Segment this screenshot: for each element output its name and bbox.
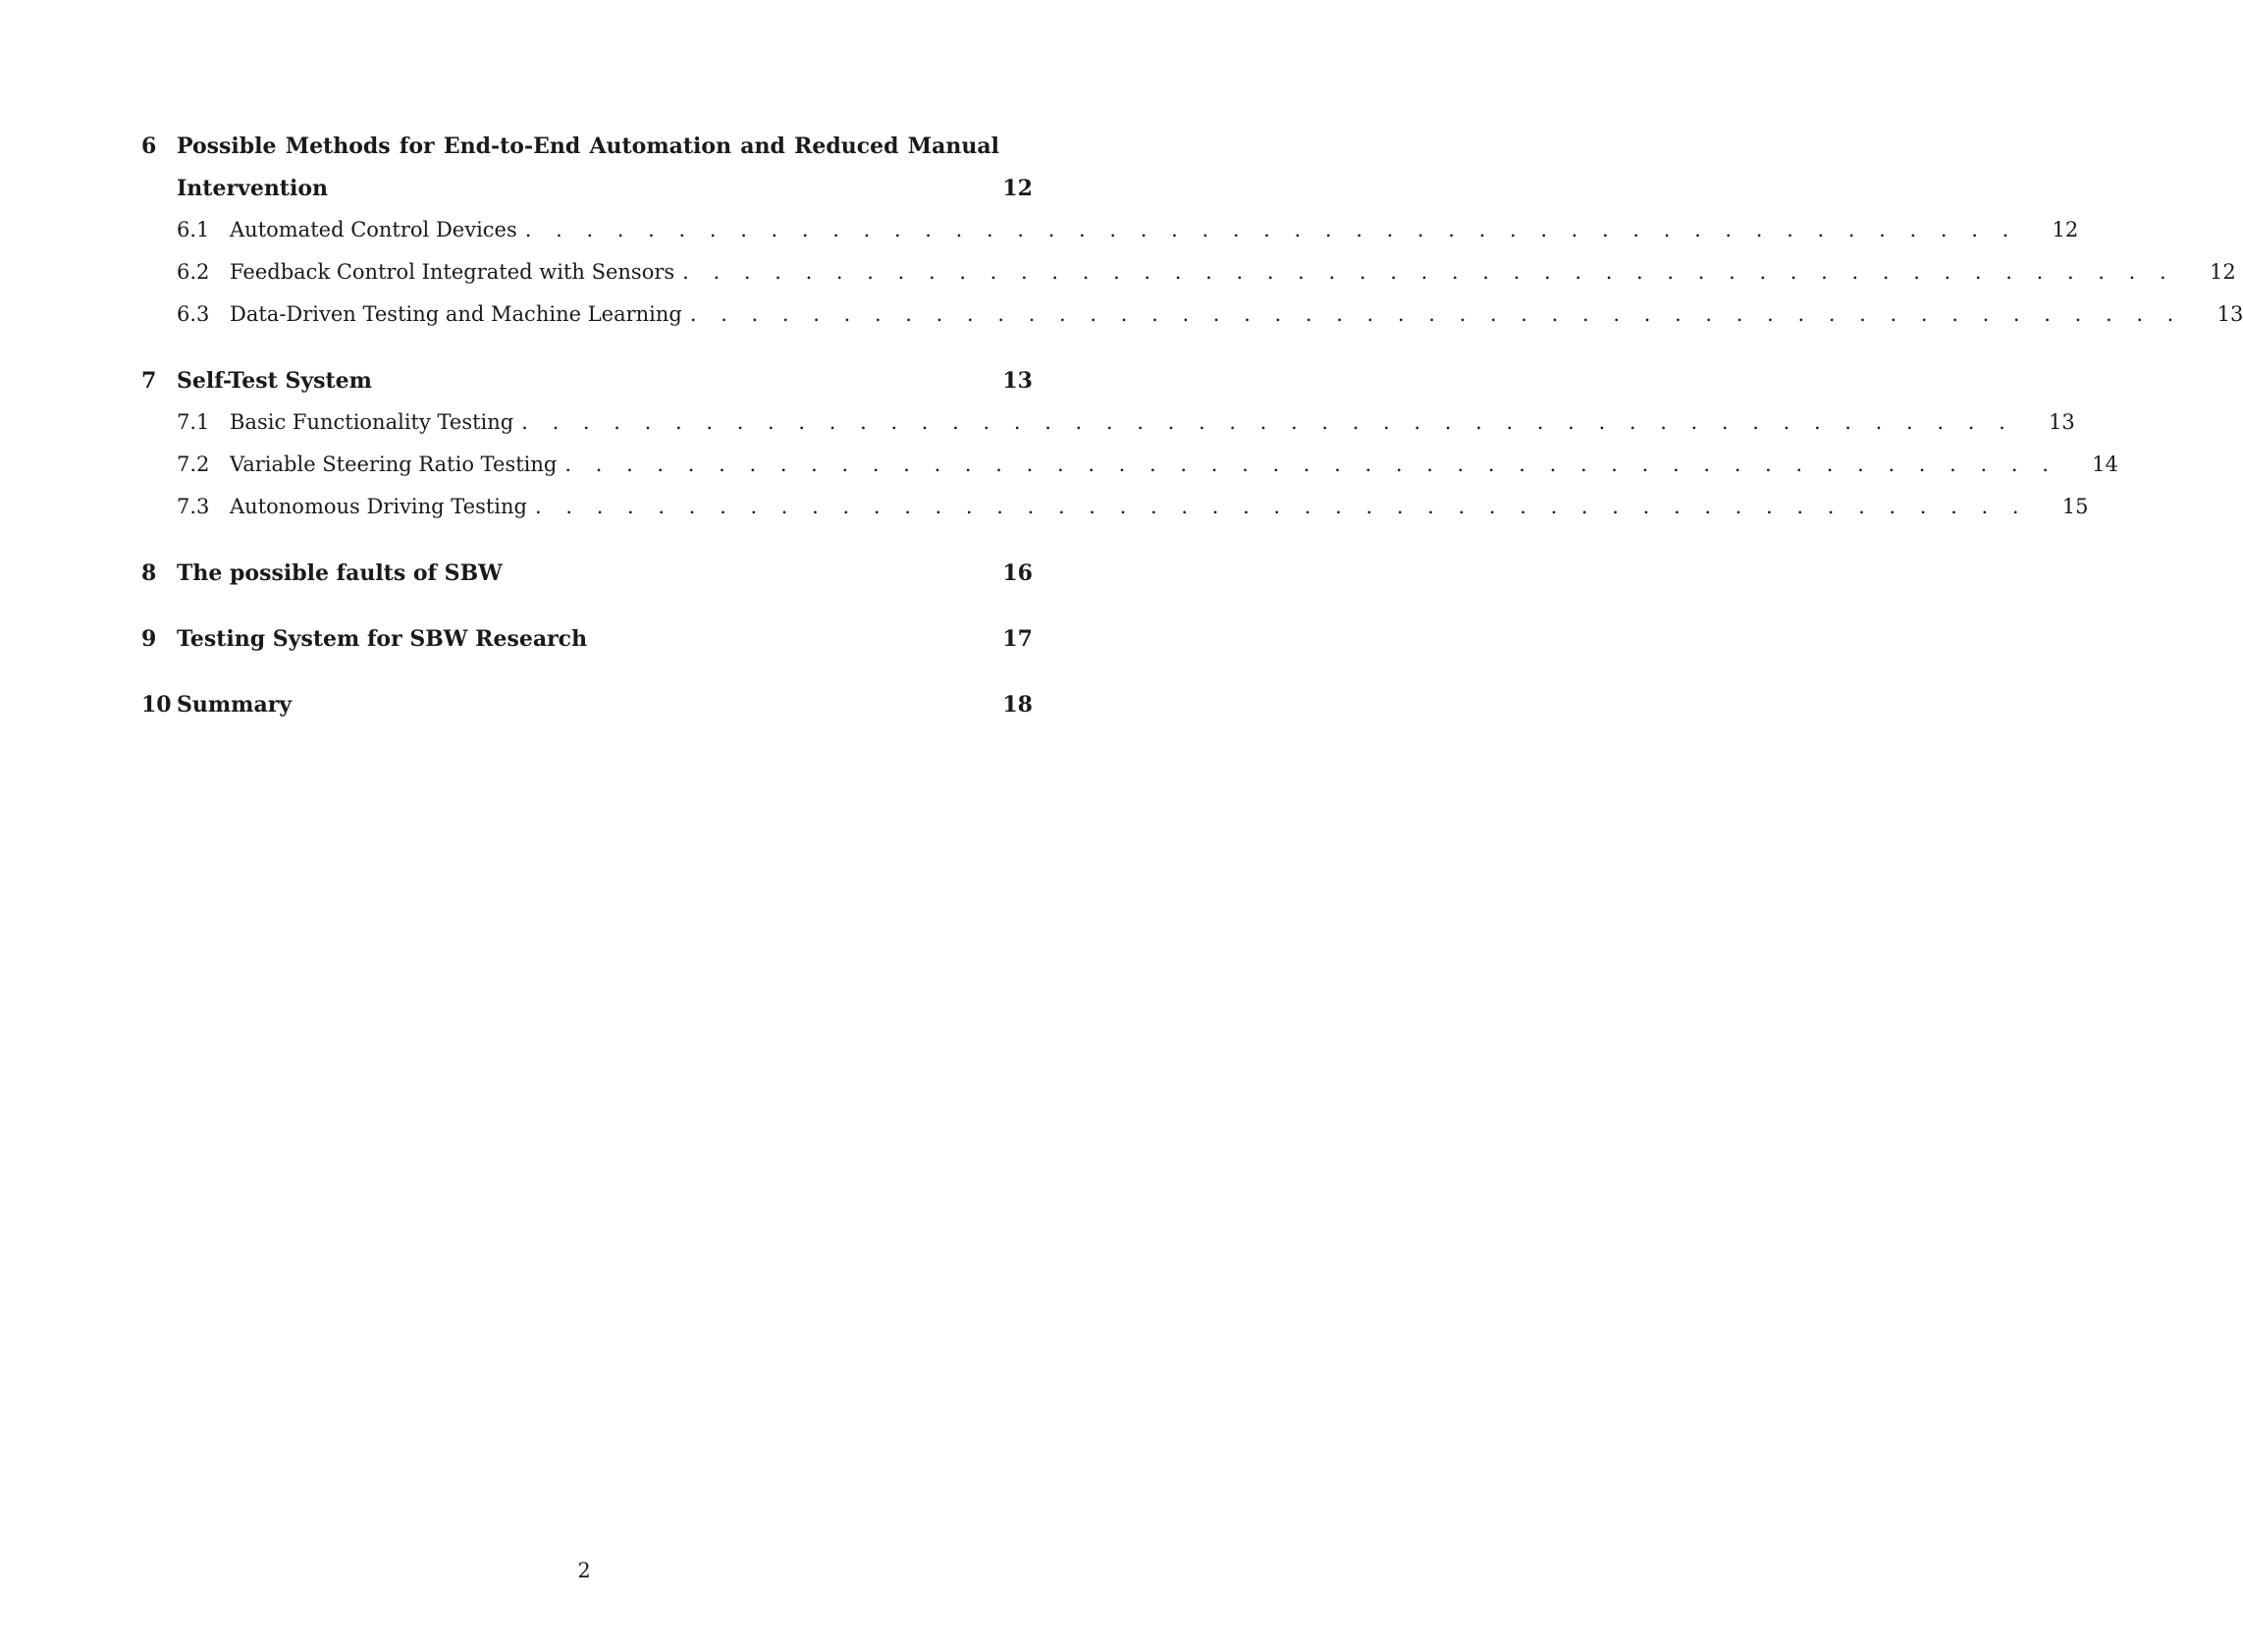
- toc-page-number: 15: [2061, 495, 2089, 518]
- toc-section-number: 7: [141, 368, 157, 394]
- toc-subsection-6-2[interactable]: [141, 260, 2236, 302]
- toc-page-number: 13: [1002, 368, 1033, 394]
- toc-subsection-title: Automated Control Devices: [230, 218, 517, 241]
- toc-subsection-number: 7.1: [177, 410, 210, 434]
- toc-section-number: 6: [141, 133, 157, 159]
- toc-page-number: 14: [2092, 453, 2118, 476]
- toc-subsection-title: Feedback Control Integrated with Sensors: [230, 260, 675, 284]
- toc-page-number: 17: [1002, 626, 1033, 652]
- toc-page-number: 12: [2209, 260, 2236, 284]
- toc-section-number: 8: [141, 560, 157, 586]
- toc-spacer: [141, 603, 1033, 626]
- toc-leader-dots: . . . . . . . . . . . . . . . . . . . . . . . . . . . . . . . . . . . . . . . . . . . . . . . . .: [535, 495, 2028, 518]
- toc-section-7[interactable]: [141, 368, 1033, 410]
- toc-subsection-6-1[interactable]: [141, 218, 2079, 260]
- toc-leader-dots: . . . . . . . . . . . . . . . . . . . . . . . . . . . . . . . . . . . . . . . . . . . . . . . . .: [564, 453, 2057, 476]
- toc-subsection-number: 6.2: [177, 260, 210, 284]
- toc-section-6[interactable]: [141, 133, 1033, 176]
- toc-leader-dots: . . . . . . . . . . . . . . . . . . . . . . . . . . . . . . . . . . . . . . . . . . . . . . . . .: [524, 218, 2018, 241]
- toc-leader-dots: . . . . . . . . . . . . . . . . . . . . . . . . . . . . . . . . . . . . . . . . . . . . . . . . .: [521, 410, 2014, 434]
- toc-section-8[interactable]: [141, 560, 1033, 603]
- toc-subsection-number: 6.3: [177, 302, 210, 326]
- page-number: 2: [577, 1559, 591, 1582]
- toc-section-10[interactable]: [141, 692, 1033, 734]
- toc-page-number: 18: [1002, 692, 1033, 718]
- toc-spacer: [141, 345, 1033, 368]
- toc-page-number: 13: [2049, 410, 2075, 434]
- toc-section-number: 9: [141, 626, 157, 652]
- toc-page-number: 12: [2052, 218, 2079, 241]
- toc-section-number: 10: [141, 692, 172, 718]
- toc-subsection-7-1[interactable]: [141, 410, 2075, 453]
- toc-subsection-number: 7.2: [177, 453, 210, 476]
- toc-subsection-title: Basic Functionality Testing: [230, 410, 514, 434]
- toc-section-title-continued: Intervention: [177, 176, 328, 201]
- toc-subsection-title: Autonomous Driving Testing: [230, 495, 527, 518]
- toc-leader-dots: . . . . . . . . . . . . . . . . . . . . . . . . . . . . . . . . . . . . . . . . . . . . . . . . .: [689, 302, 2183, 326]
- toc-section-9[interactable]: [141, 626, 1033, 668]
- toc-section-title: Summary: [177, 692, 293, 718]
- toc-leader-dots: . . . . . . . . . . . . . . . . . . . . . . . . . . . . . . . . . . . . . . . . . . . . . . . . .: [682, 260, 2175, 284]
- toc-spacer: [141, 668, 1033, 692]
- toc-page-number: 16: [1002, 560, 1033, 586]
- toc-section-title: Self-Test System: [177, 368, 372, 394]
- toc-section-title: Testing System for SBW Research: [177, 626, 588, 652]
- toc-page-number: 12: [1002, 176, 1033, 201]
- toc-subsection-title: Data-Driven Testing and Machine Learning: [230, 302, 682, 326]
- toc-subsection-number: 7.3: [177, 495, 210, 518]
- toc-spacer: [141, 537, 1033, 560]
- toc-subsection-title: Variable Steering Ratio Testing: [230, 453, 558, 476]
- toc-subsection-6-3[interactable]: [141, 302, 2243, 345]
- toc-section-6-continued[interactable]: [141, 176, 1033, 218]
- toc-page-number: 13: [2216, 302, 2243, 326]
- toc-subsection-7-3[interactable]: [141, 495, 2089, 537]
- toc-subsection-7-2[interactable]: [141, 453, 2118, 495]
- toc-section-title: The possible faults of SBW: [177, 560, 503, 586]
- toc-section-title: Possible Methods for End-to-End Automation and Reduced Manual: [177, 133, 999, 159]
- toc-subsection-number: 6.1: [177, 218, 210, 241]
- table-of-contents: [141, 133, 2243, 734]
